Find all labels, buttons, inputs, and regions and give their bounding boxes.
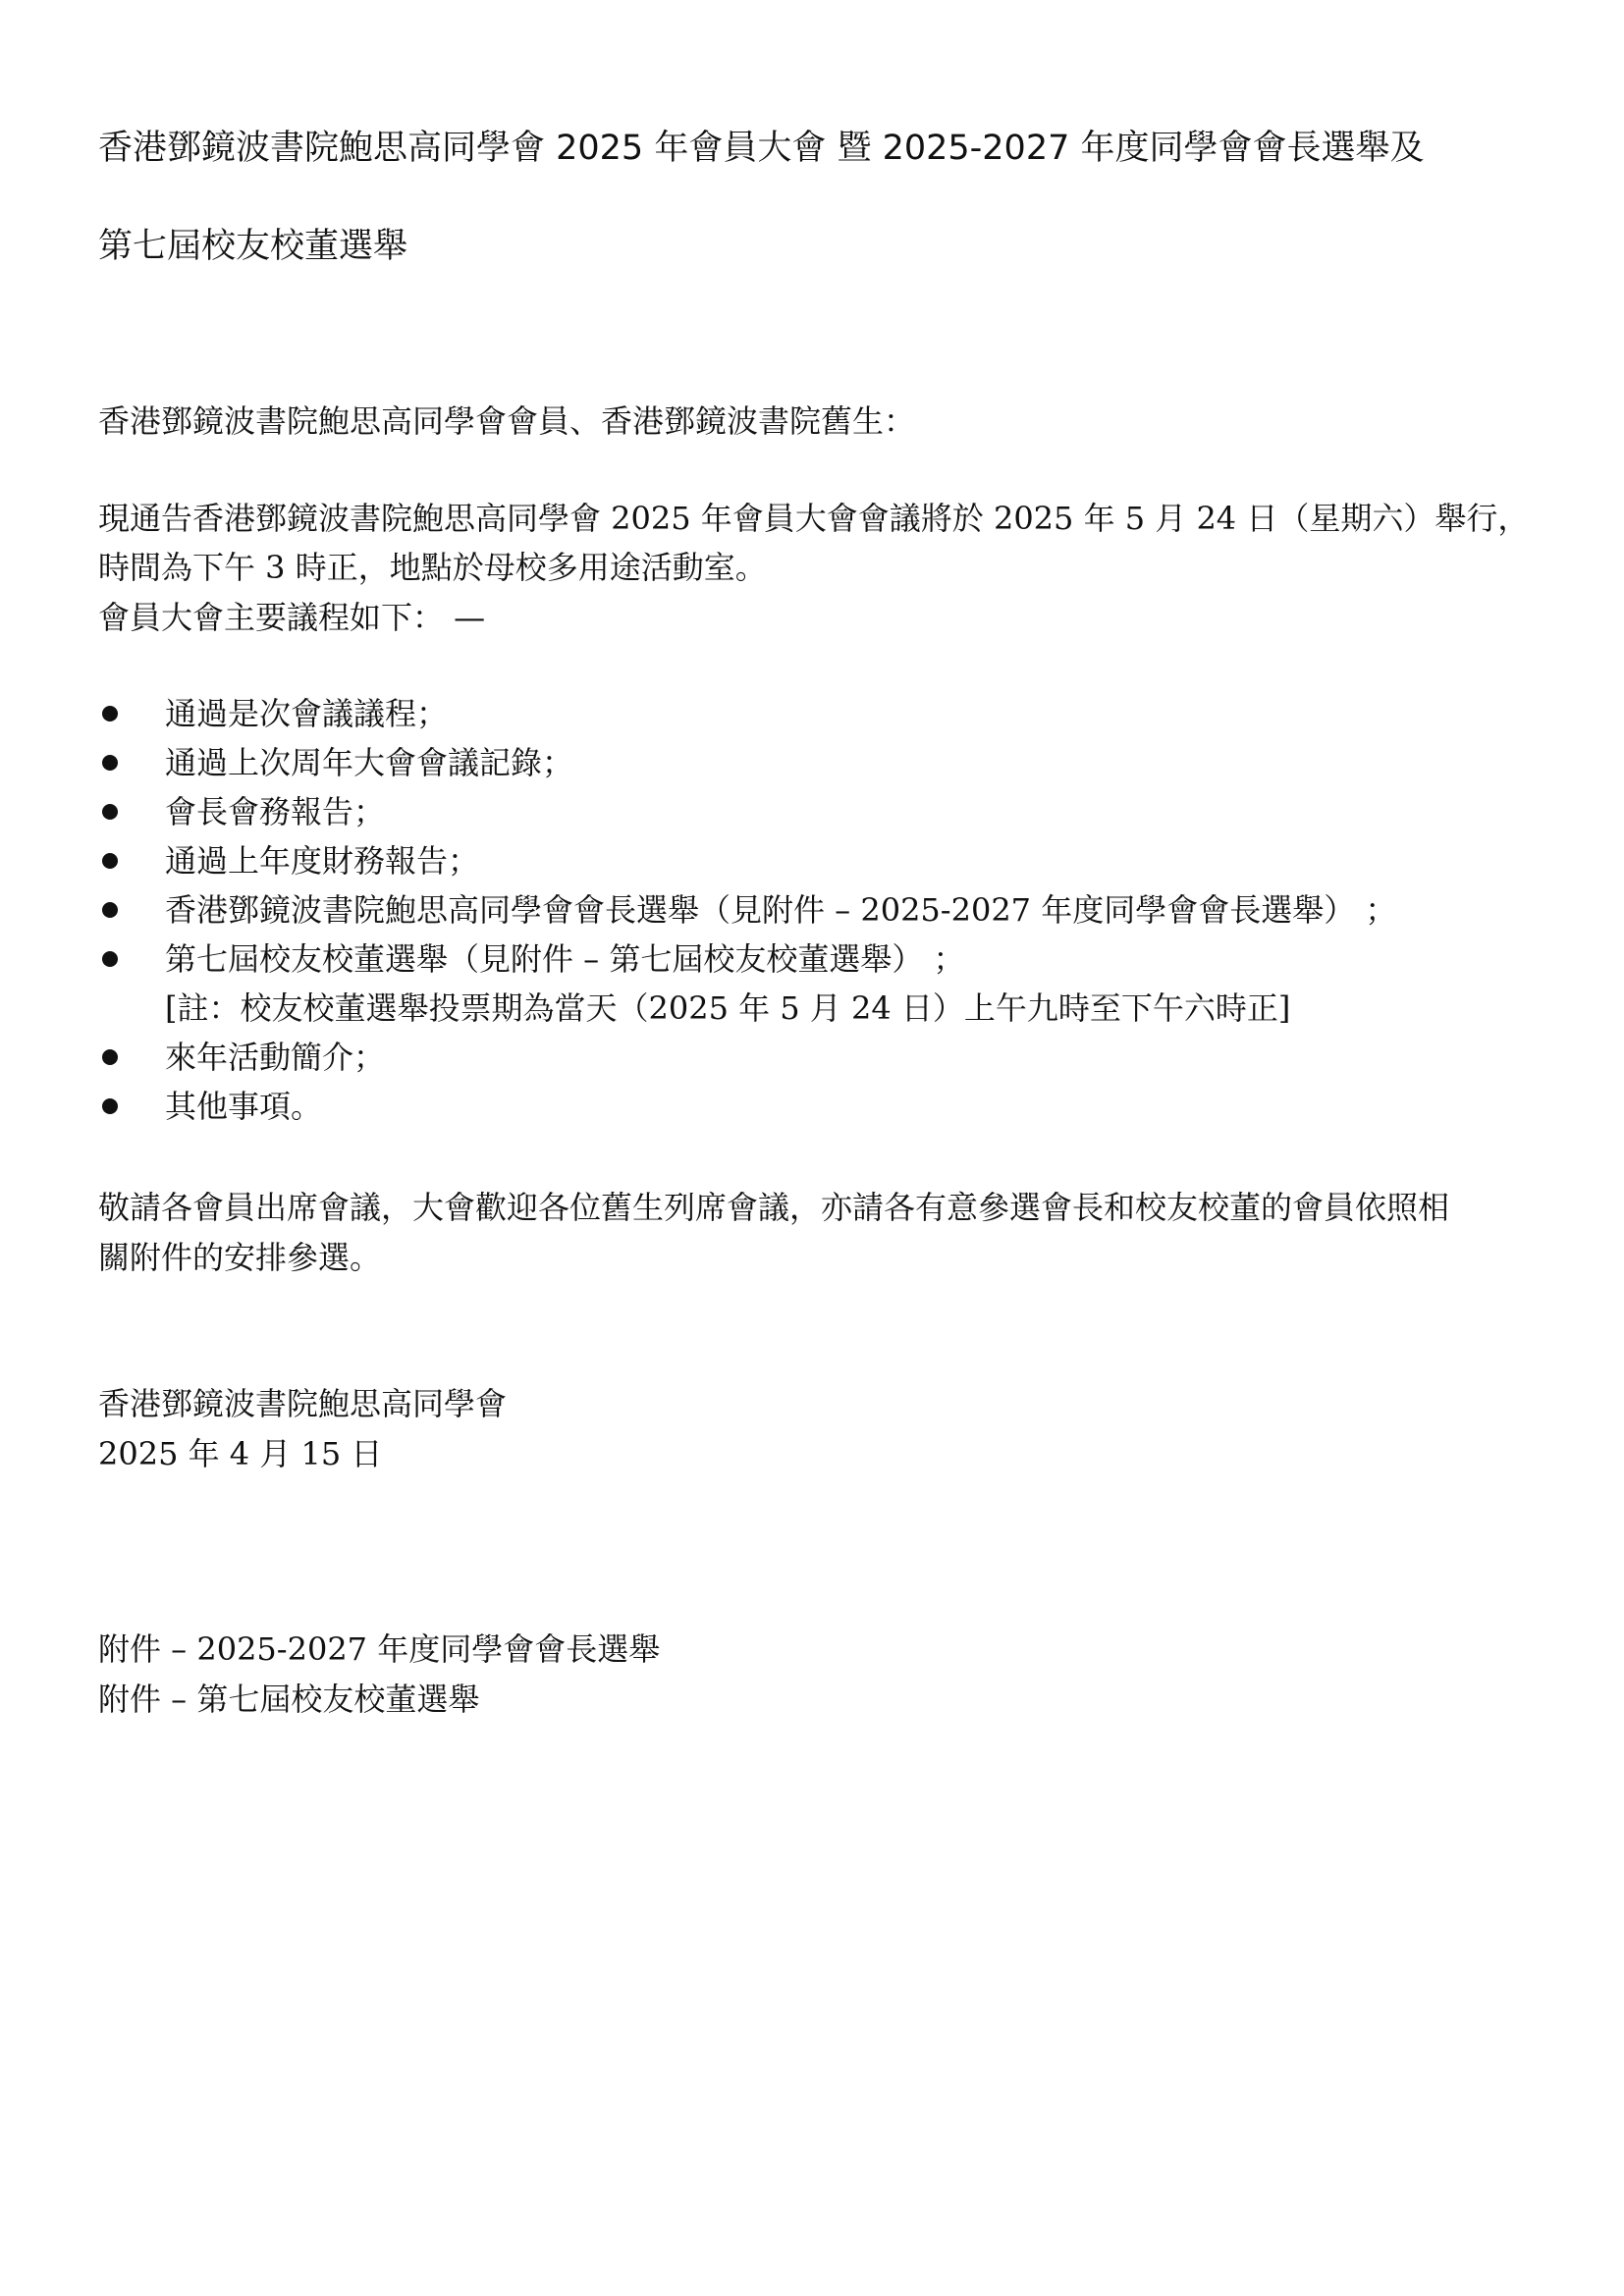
agenda-item	[98, 836, 1532, 885]
salutation: 香港鄧鏡波書院鮑思高同學會會員、香港鄧鏡波書院舊生：	[98, 402, 916, 440]
bullet-icon	[102, 706, 118, 721]
closing-paragraph-line-2: 關附件的安排參選。	[98, 1239, 382, 1276]
agenda-intro: 會員大會主要議程如下： —	[98, 599, 486, 636]
agenda-item	[98, 1082, 1532, 1131]
agenda-item-text: 通過上次周年大會會議記錄；	[165, 744, 574, 781]
agenda-list	[98, 689, 1532, 1131]
document-title-line-2: 第七屆校友校董選舉	[98, 227, 408, 266]
bullet-icon	[102, 1098, 118, 1114]
agenda-item	[98, 738, 1532, 787]
attachment-line: 附件 – 2025-2027 年度同學會會長選舉	[98, 1630, 661, 1668]
agenda-item	[98, 1033, 1532, 1082]
agenda-item-text: 其他事項。	[165, 1088, 323, 1125]
document-title-line-1: 香港鄧鏡波書院鮑思高同學會 2025 年會員大會 暨 2025-2027 年度同學會會長選舉及	[98, 129, 1425, 168]
agenda-item-text: 通過上年度財務報告；	[165, 842, 480, 880]
bullet-icon	[102, 951, 118, 967]
closing-paragraph-line-1: 敬請各會員出席會議，大會歡迎各位舊生列席會議，亦請各有意參選會長和校友校董的會員依照相	[98, 1189, 1450, 1226]
bullet-icon	[102, 902, 118, 918]
agenda-item	[98, 787, 1532, 836]
bullet-icon	[102, 804, 118, 820]
notice-paragraph-line-2: 時間為下午 3 時正，地點於母校多用途活動室。	[98, 549, 767, 586]
signature-date: 2025 年 4 月 15 日	[98, 1435, 383, 1472]
bullet-icon	[102, 1049, 118, 1065]
agenda-item	[98, 934, 1532, 1033]
notice-paragraph-line-1: 現通告香港鄧鏡波書院鮑思高同學會 2025 年會員大會會議將於 2025 年 5 月 24 日（星期六）舉行，	[98, 500, 1530, 537]
signature-organization: 香港鄧鏡波書院鮑思高同學會	[98, 1385, 508, 1422]
agenda-item-text: 來年活動簡介；	[165, 1039, 386, 1076]
agenda-item	[98, 885, 1532, 934]
bullet-icon	[102, 853, 118, 869]
agenda-item-text: 第七屆校友校董選舉（見附件 – 第七屆校友校董選舉） ；	[165, 940, 965, 978]
agenda-item-text: 香港鄧鏡波書院鮑思高同學會會長選舉（見附件 – 2025-2027 年度同學會會長選舉） ；	[165, 891, 1397, 929]
agenda-item	[98, 689, 1532, 738]
agenda-item-note: [註：校友校董選舉投票期為當天（2025 年 5 月 24 日）上午九時至下午六時正]	[165, 989, 1291, 1027]
bullet-icon	[102, 755, 118, 771]
agenda-item-text: 會長會務報告；	[165, 793, 386, 830]
agenda-item-text: 通過是次會議議程；	[165, 695, 449, 732]
attachment-line: 附件 – 第七屆校友校董選舉	[98, 1681, 480, 1718]
